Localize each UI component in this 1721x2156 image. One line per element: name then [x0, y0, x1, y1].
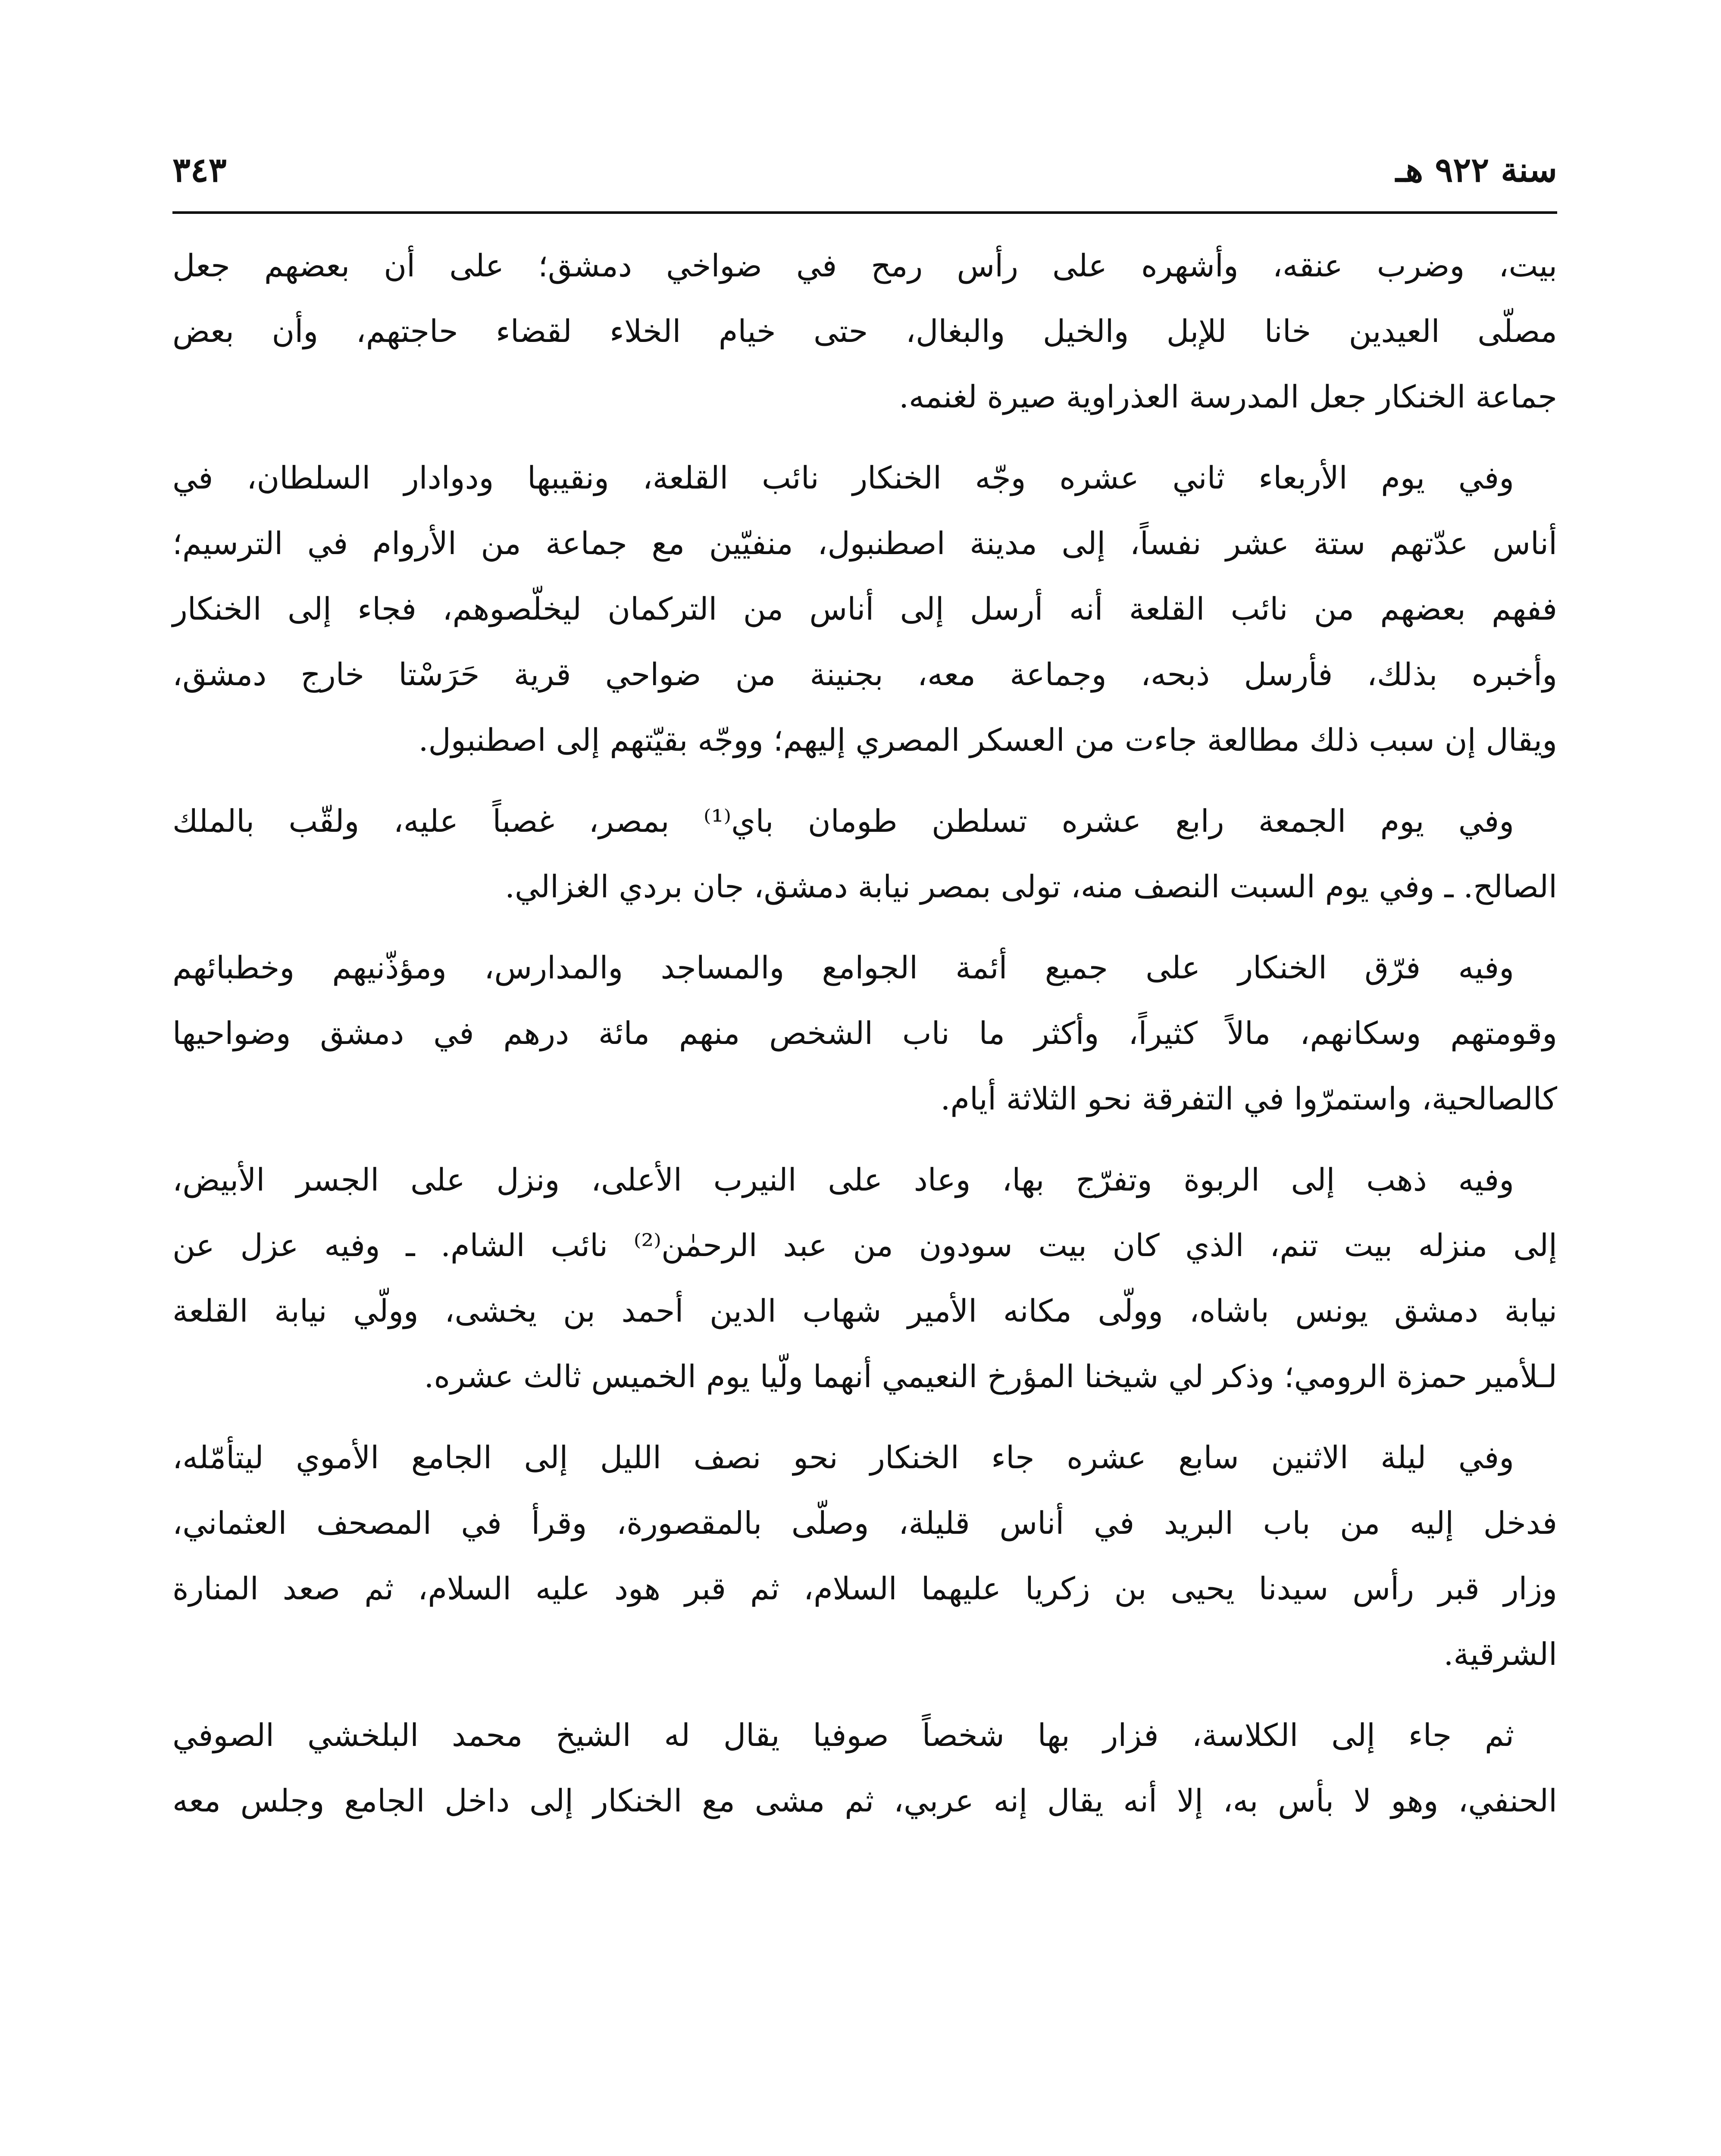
page-number: ٣٤٣: [172, 150, 227, 190]
paragraph: [172, 233, 1557, 429]
text-line: ثم جاء إلى الكلاسة، فزار بها شخصاً صوفيا يقال له الشيخ محمد البلخشي الصوفي: [172, 1717, 1514, 1753]
text-line: وقومتهم وسكانهم، مالاً كثيراً، وأكثر ما ناب الشخص منهم مائة درهم في دمشق وضواحيها: [172, 1015, 1557, 1051]
text-line: جماعة الخنكار جعل المدرسة العذراوية صيرة لغنمه.: [899, 379, 1557, 415]
text-line: الشرقية.: [1443, 1636, 1557, 1672]
text-line: إلى منزله بيت تنم، الذي كان بيت سودون من عبد الرحمٰن⁽²⁾ نائب الشام. ـ وفيه عزل عن: [172, 1227, 1557, 1263]
text-line: وزار قبر رأس سيدنا يحيى بن زكريا عليهما السلام، ثم قبر هود عليه السلام، ثم صعد المنارة: [172, 1570, 1557, 1607]
running-title: سنة ٩٢٢ هـ: [1396, 150, 1557, 190]
text-line: لـلأمير حمزة الرومي؛ وذكر لي شيخنا المؤرخ النعيمي أنهما ولّيا يوم الخميس ثالث عشره.: [424, 1358, 1557, 1395]
text-line: الصالح. ـ وفي يوم السبت النصف منه، تولى بمصر نيابة دمشق، جان بردي الغزالي.: [505, 868, 1557, 905]
text-line: وفيه ذهب إلى الربوة وتفرّج بها، وعاد على النيرب الأعلى، ونزل على الجسر الأبيض،: [172, 1162, 1514, 1198]
text-line: الحنفي، وهو لا بأس به، إلا أنه يقال إنه عربي، ثم مشى مع الخنكار إلى داخل الجامع وجلس معه: [172, 1783, 1557, 1819]
paragraph: [172, 788, 1557, 919]
text-line: وفي ليلة الاثنين سابع عشره جاء الخنكار نحو نصف الليل إلى الجامع الأموي ليتأمّله،: [172, 1439, 1514, 1476]
paragraph: [172, 445, 1557, 773]
paragraph: [172, 1147, 1557, 1409]
text-line: ففهم بعضهم من نائب القلعة أنه أرسل إلى أناس من التركمان ليخلّصوهم، فجاء إلى الخنكار: [172, 591, 1557, 627]
text-line: فدخل إليه من باب البريد في أناس قليلة، وصلّى بالمقصورة، وقرأ في المصحف العثماني،: [172, 1505, 1557, 1541]
text-line: ويقال إن سبب ذلك مطالعة جاءت من العسكر المصري إليهم؛ ووجّه بقيّتهم إلى اصطنبول.: [418, 722, 1557, 758]
text-line: أناس عدّتهم ستة عشر نفساً، إلى مدينة اصطنبول، منفيّين مع جماعة من الأروام في الترسيم؛: [172, 525, 1557, 561]
paragraph: [172, 1702, 1557, 1833]
text-line: كالصالحية، واستمرّوا في التفرقة نحو الثلاثة أيام.: [940, 1081, 1557, 1117]
main-text: [172, 233, 1557, 1849]
paragraph: [172, 1425, 1557, 1687]
text-line: وأخبره بذلك، فأرسل ذبحه، وجماعة معه، بجنينة من ضواحي قرية حَرَسْتا خارج دمشق،: [172, 656, 1557, 693]
text-line: نيابة دمشق يونس باشاه، وولّى مكانه الأمير شهاب الدين أحمد بن يخشى، وولّي نيابة القلعة: [172, 1293, 1557, 1329]
paragraph: [172, 935, 1557, 1131]
text-line: وفي يوم الجمعة رابع عشره تسلطن طومان باي⁽¹⁾ بمصر، غصباً عليه، ولقّب بالملك: [172, 803, 1514, 839]
text-line: بيت، وضرب عنقه، وأشهره على رأس رمح في ضواخي دمشق؛ على أن بعضهم جعل: [172, 248, 1558, 284]
header-divider: [172, 211, 1557, 214]
page-header: [172, 142, 1557, 198]
text-line: مصلّى العيدين خانا للإبل والخيل والبغال، حتى خيام الخلاء لقضاء حاجتهم، وأن بعض: [172, 313, 1557, 349]
text-line: وفيه فرّق الخنكار على جميع أئمة الجوامع والمساجد والمدارس، ومؤذّنيهم وخطبائهم: [172, 950, 1514, 986]
text-line: وفي يوم الأربعاء ثاني عشره وجّه الخنكار نائب القلعة، ونقيبها ودوادار السلطان، في: [172, 460, 1514, 496]
